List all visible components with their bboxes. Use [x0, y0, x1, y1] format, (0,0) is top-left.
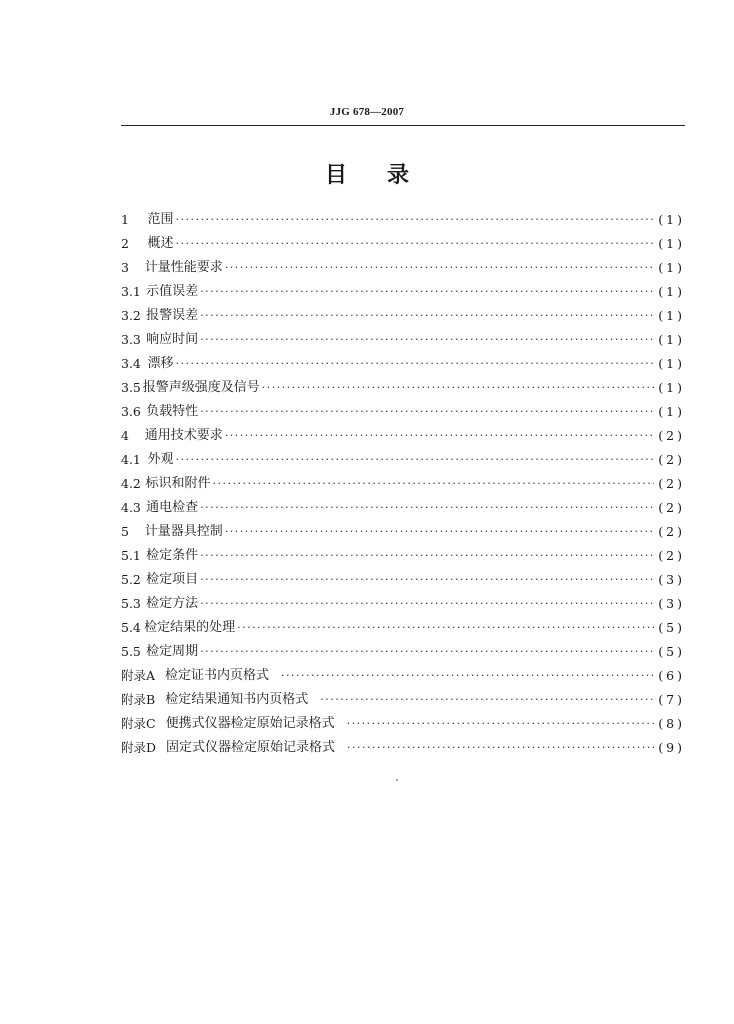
toc-entry-1[interactable]	[121, 208, 685, 232]
toc-title: 检定条件	[146, 548, 199, 563]
toc-leader	[200, 496, 654, 520]
toc-leader	[225, 256, 654, 280]
toc-entry-5-2[interactable]	[121, 568, 685, 592]
toc-number: 3.2	[121, 308, 141, 323]
toc-leader	[176, 232, 655, 256]
toc-entry-5[interactable]	[121, 520, 685, 544]
toc-page: (1)	[658, 212, 685, 227]
toc-page: (1)	[658, 332, 685, 347]
toc-leader	[262, 376, 655, 400]
toc-page: (1)	[658, 236, 685, 251]
toc-entry-appendix-a[interactable]	[121, 664, 685, 688]
toc-leader	[200, 592, 654, 616]
toc-leader	[176, 352, 655, 376]
toc-leader	[176, 208, 655, 232]
toc-number: 附录D	[121, 740, 157, 755]
toc-number: 4.3	[121, 500, 141, 515]
toc-entry-appendix-d[interactable]	[121, 736, 685, 760]
toc-page: (3)	[658, 572, 685, 587]
toc-number: 3.1	[121, 284, 141, 299]
toc-leader	[200, 640, 654, 664]
toc-title: 便携式仪器检定原始记录格式	[165, 716, 335, 731]
toc-title: 概述	[147, 236, 174, 251]
toc-number: 3.4	[121, 356, 141, 371]
toc-number: 4.1	[121, 452, 141, 467]
toc-number: 3	[121, 260, 129, 275]
toc-entry-4-1[interactable]	[121, 448, 685, 472]
toc-entry-5-3[interactable]	[121, 592, 685, 616]
toc-page: (2)	[658, 500, 685, 515]
toc-entry-3[interactable]	[121, 256, 685, 280]
toc-title: 检定周期	[146, 644, 199, 659]
toc-number: 5	[121, 524, 129, 539]
toc-leader	[225, 424, 654, 448]
toc-number: 3.5	[121, 380, 141, 395]
toc-page: (1)	[658, 284, 685, 299]
toc-page: (5)	[658, 620, 685, 635]
toc-number: 5.1	[121, 548, 141, 563]
toc-title: 检定结果通知书内页格式	[165, 692, 309, 707]
toc-title: 示值误差	[146, 284, 199, 299]
toc-page: (3)	[658, 596, 685, 611]
toc-entry-3-4[interactable]	[121, 352, 685, 376]
toc-leader	[281, 664, 654, 688]
toc-title: 负载特性	[146, 404, 199, 419]
scan-speck	[396, 779, 398, 781]
toc-leader	[200, 400, 654, 424]
toc-leader	[200, 328, 654, 352]
toc-number: 5.3	[121, 596, 141, 611]
toc-entry-4[interactable]	[121, 424, 685, 448]
toc-page: (5)	[658, 644, 685, 659]
toc-page: (2)	[658, 452, 685, 467]
toc-leader	[320, 688, 654, 712]
toc-number: 4	[121, 428, 129, 443]
toc-number: 2	[121, 236, 129, 251]
toc-leader	[225, 520, 654, 544]
toc-title: 范围	[147, 212, 174, 227]
toc-page: (2)	[658, 428, 685, 443]
toc-leader	[347, 712, 655, 736]
toc-entry-4-3[interactable]	[121, 496, 685, 520]
toc-number: 附录A	[121, 668, 156, 683]
toc-entry-3-2[interactable]	[121, 304, 685, 328]
toc-entry-appendix-c[interactable]	[121, 712, 685, 736]
table-of-contents	[121, 208, 685, 760]
toc-title: 计量性能要求	[144, 260, 223, 275]
toc-leader	[237, 616, 654, 640]
page-title: 目录	[324, 163, 449, 188]
toc-entry-appendix-b[interactable]	[121, 688, 685, 712]
toc-title: 漂移	[147, 356, 174, 371]
toc-number: 3.6	[121, 404, 141, 419]
toc-page: (1)	[658, 308, 685, 323]
toc-title: 检定方法	[146, 596, 199, 611]
toc-title: 报警误差	[146, 308, 199, 323]
toc-entry-4-2[interactable]	[121, 472, 685, 496]
toc-entry-3-5[interactable]	[121, 376, 685, 400]
toc-number: 5.5	[121, 644, 141, 659]
toc-page: (1)	[658, 260, 685, 275]
toc-number: 4.2	[121, 476, 141, 491]
header-rule	[121, 125, 685, 126]
toc-entry-3-1[interactable]	[121, 280, 685, 304]
toc-page: (9)	[658, 740, 685, 755]
toc-page: (1)	[658, 380, 685, 395]
toc-page: (2)	[658, 524, 685, 539]
toc-number: 1	[121, 212, 129, 227]
toc-page: (6)	[658, 668, 685, 683]
toc-leader	[200, 280, 654, 304]
toc-title: 标识和附件	[145, 476, 211, 491]
toc-entry-5-5[interactable]	[121, 640, 685, 664]
toc-leader	[200, 568, 654, 592]
toc-title: 外观	[147, 452, 174, 467]
toc-page: (8)	[658, 716, 685, 731]
toc-entry-5-1[interactable]	[121, 544, 685, 568]
toc-title: 检定证书内页格式	[165, 668, 270, 683]
toc-title: 通用技术要求	[144, 428, 223, 443]
toc-number: 3.3	[121, 332, 141, 347]
toc-title: 报警声级强度及信号	[142, 380, 260, 395]
toc-entry-5-4[interactable]	[121, 616, 685, 640]
toc-number: 附录C	[121, 716, 156, 731]
toc-title: 检定项目	[146, 572, 199, 587]
toc-page: (1)	[658, 404, 685, 419]
toc-leader	[347, 736, 654, 760]
toc-title: 通电检查	[146, 500, 199, 515]
toc-page: (1)	[658, 356, 685, 371]
toc-number: 附录B	[121, 692, 156, 707]
toc-page: (2)	[658, 476, 685, 491]
toc-leader	[176, 448, 655, 472]
toc-leader	[200, 544, 654, 568]
toc-title: 检定结果的处理	[144, 620, 236, 635]
toc-page: (7)	[658, 692, 685, 707]
document-code-header: JJG 678—2007	[329, 106, 405, 118]
toc-leader	[200, 304, 654, 328]
toc-title: 响应时间	[146, 332, 199, 347]
toc-entry-2[interactable]	[121, 232, 685, 256]
toc-entry-3-6[interactable]	[121, 400, 685, 424]
toc-title: 固定式仪器检定原始记录格式	[166, 740, 336, 755]
toc-leader	[213, 472, 655, 496]
toc-page: (2)	[658, 548, 685, 563]
toc-number: 5.4	[121, 620, 141, 635]
toc-entry-3-3[interactable]	[121, 328, 685, 352]
toc-number: 5.2	[121, 572, 141, 587]
toc-title: 计量器具控制	[144, 524, 223, 539]
